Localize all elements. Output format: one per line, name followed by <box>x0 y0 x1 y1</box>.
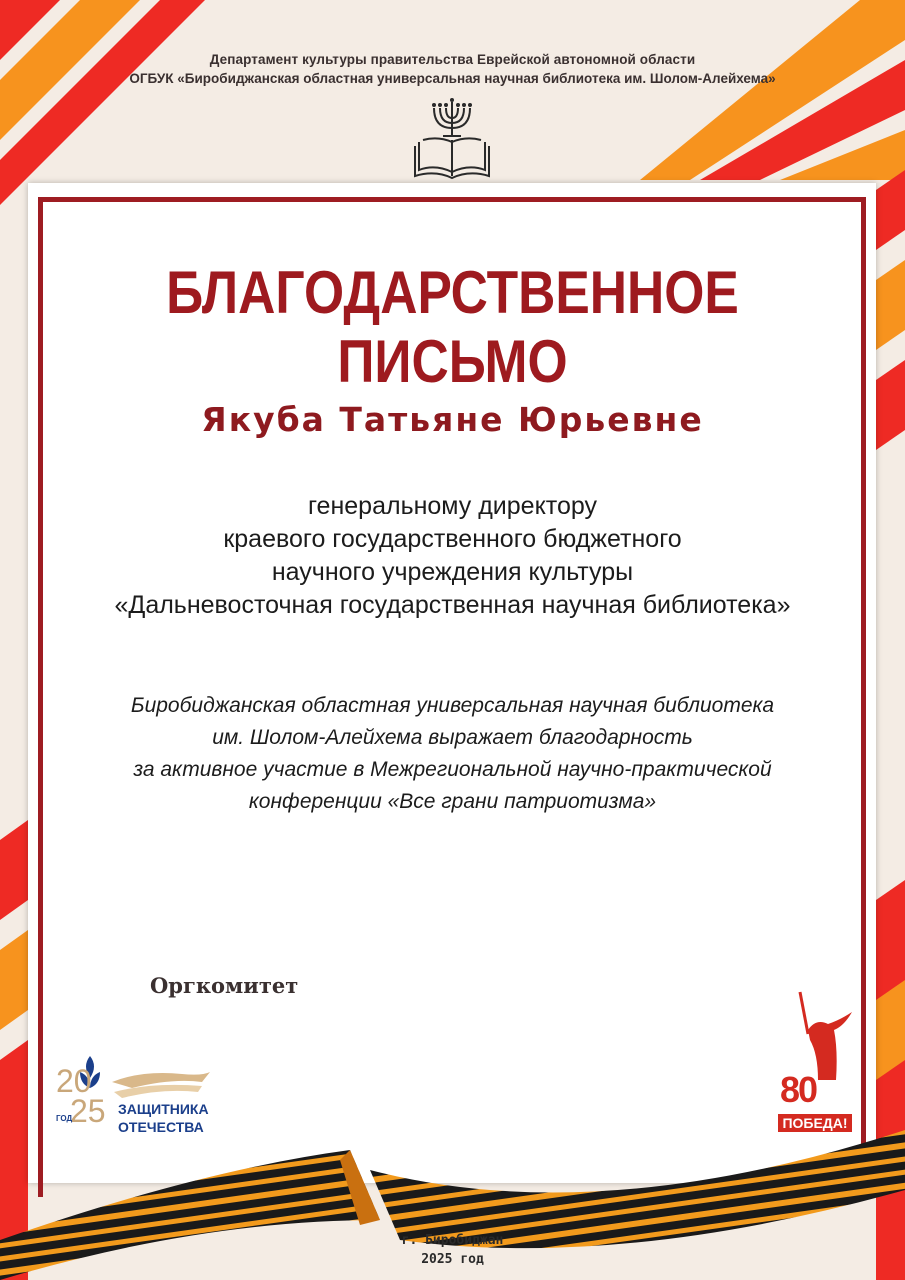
header <box>0 52 905 86</box>
logo-text-line1: ЗАЩИТНИКА <box>118 1101 209 1117</box>
gratitude-line: конференции «Все грани патриотизма» <box>248 790 657 813</box>
victory-80-logo <box>778 990 860 1138</box>
signature-organizer: Оргкомитет <box>150 973 299 998</box>
footer-city: г. Биробиджан <box>401 1233 504 1248</box>
logo-number: 80 <box>780 1069 817 1110</box>
defender-year-logo <box>52 1052 222 1142</box>
logo-word: ПОБЕДА! <box>778 1114 852 1132</box>
footer <box>0 1231 905 1269</box>
gratitude-line: Биробиджанская областная универсальная научная библиотека <box>130 694 775 717</box>
position-line: «Дальневосточная государственная научная библиотека» <box>114 591 791 619</box>
gratitude-line: им. Шолом-Алейхема выражает благодарность <box>212 726 693 749</box>
footer-year: 2025 год <box>421 1252 484 1267</box>
logo-text-line2: ОТЕЧЕСТВА <box>118 1119 204 1135</box>
gratitude-line: за активное участие в Межрегиональной научно-практической <box>133 758 772 781</box>
menorah-book-emblem <box>405 96 499 182</box>
logo-year-word: ГОД <box>56 1114 73 1123</box>
logo-year-top: 20 <box>56 1063 92 1099</box>
department-name: Департамент культуры правительства Еврейской автономной области <box>209 52 696 67</box>
library-name: ОГБУК «Биробиджанская областная универсальная научная библиотека им. Шолом-Алейхема» <box>129 71 776 86</box>
position-line: генеральному директору <box>307 492 597 520</box>
recipient-name: Якуба Татьяне Юрьевне <box>201 400 704 439</box>
position-line: научного учреждения культуры <box>271 558 634 586</box>
logo-year-bottom: 25 <box>70 1093 106 1129</box>
recipient-position <box>0 490 905 622</box>
position-line: краевого государственного бюджетного <box>223 525 682 553</box>
page-title: БЛАГОДАРСТВЕННОЕ ПИСЬМО <box>166 259 739 395</box>
gratitude-text <box>0 690 905 818</box>
